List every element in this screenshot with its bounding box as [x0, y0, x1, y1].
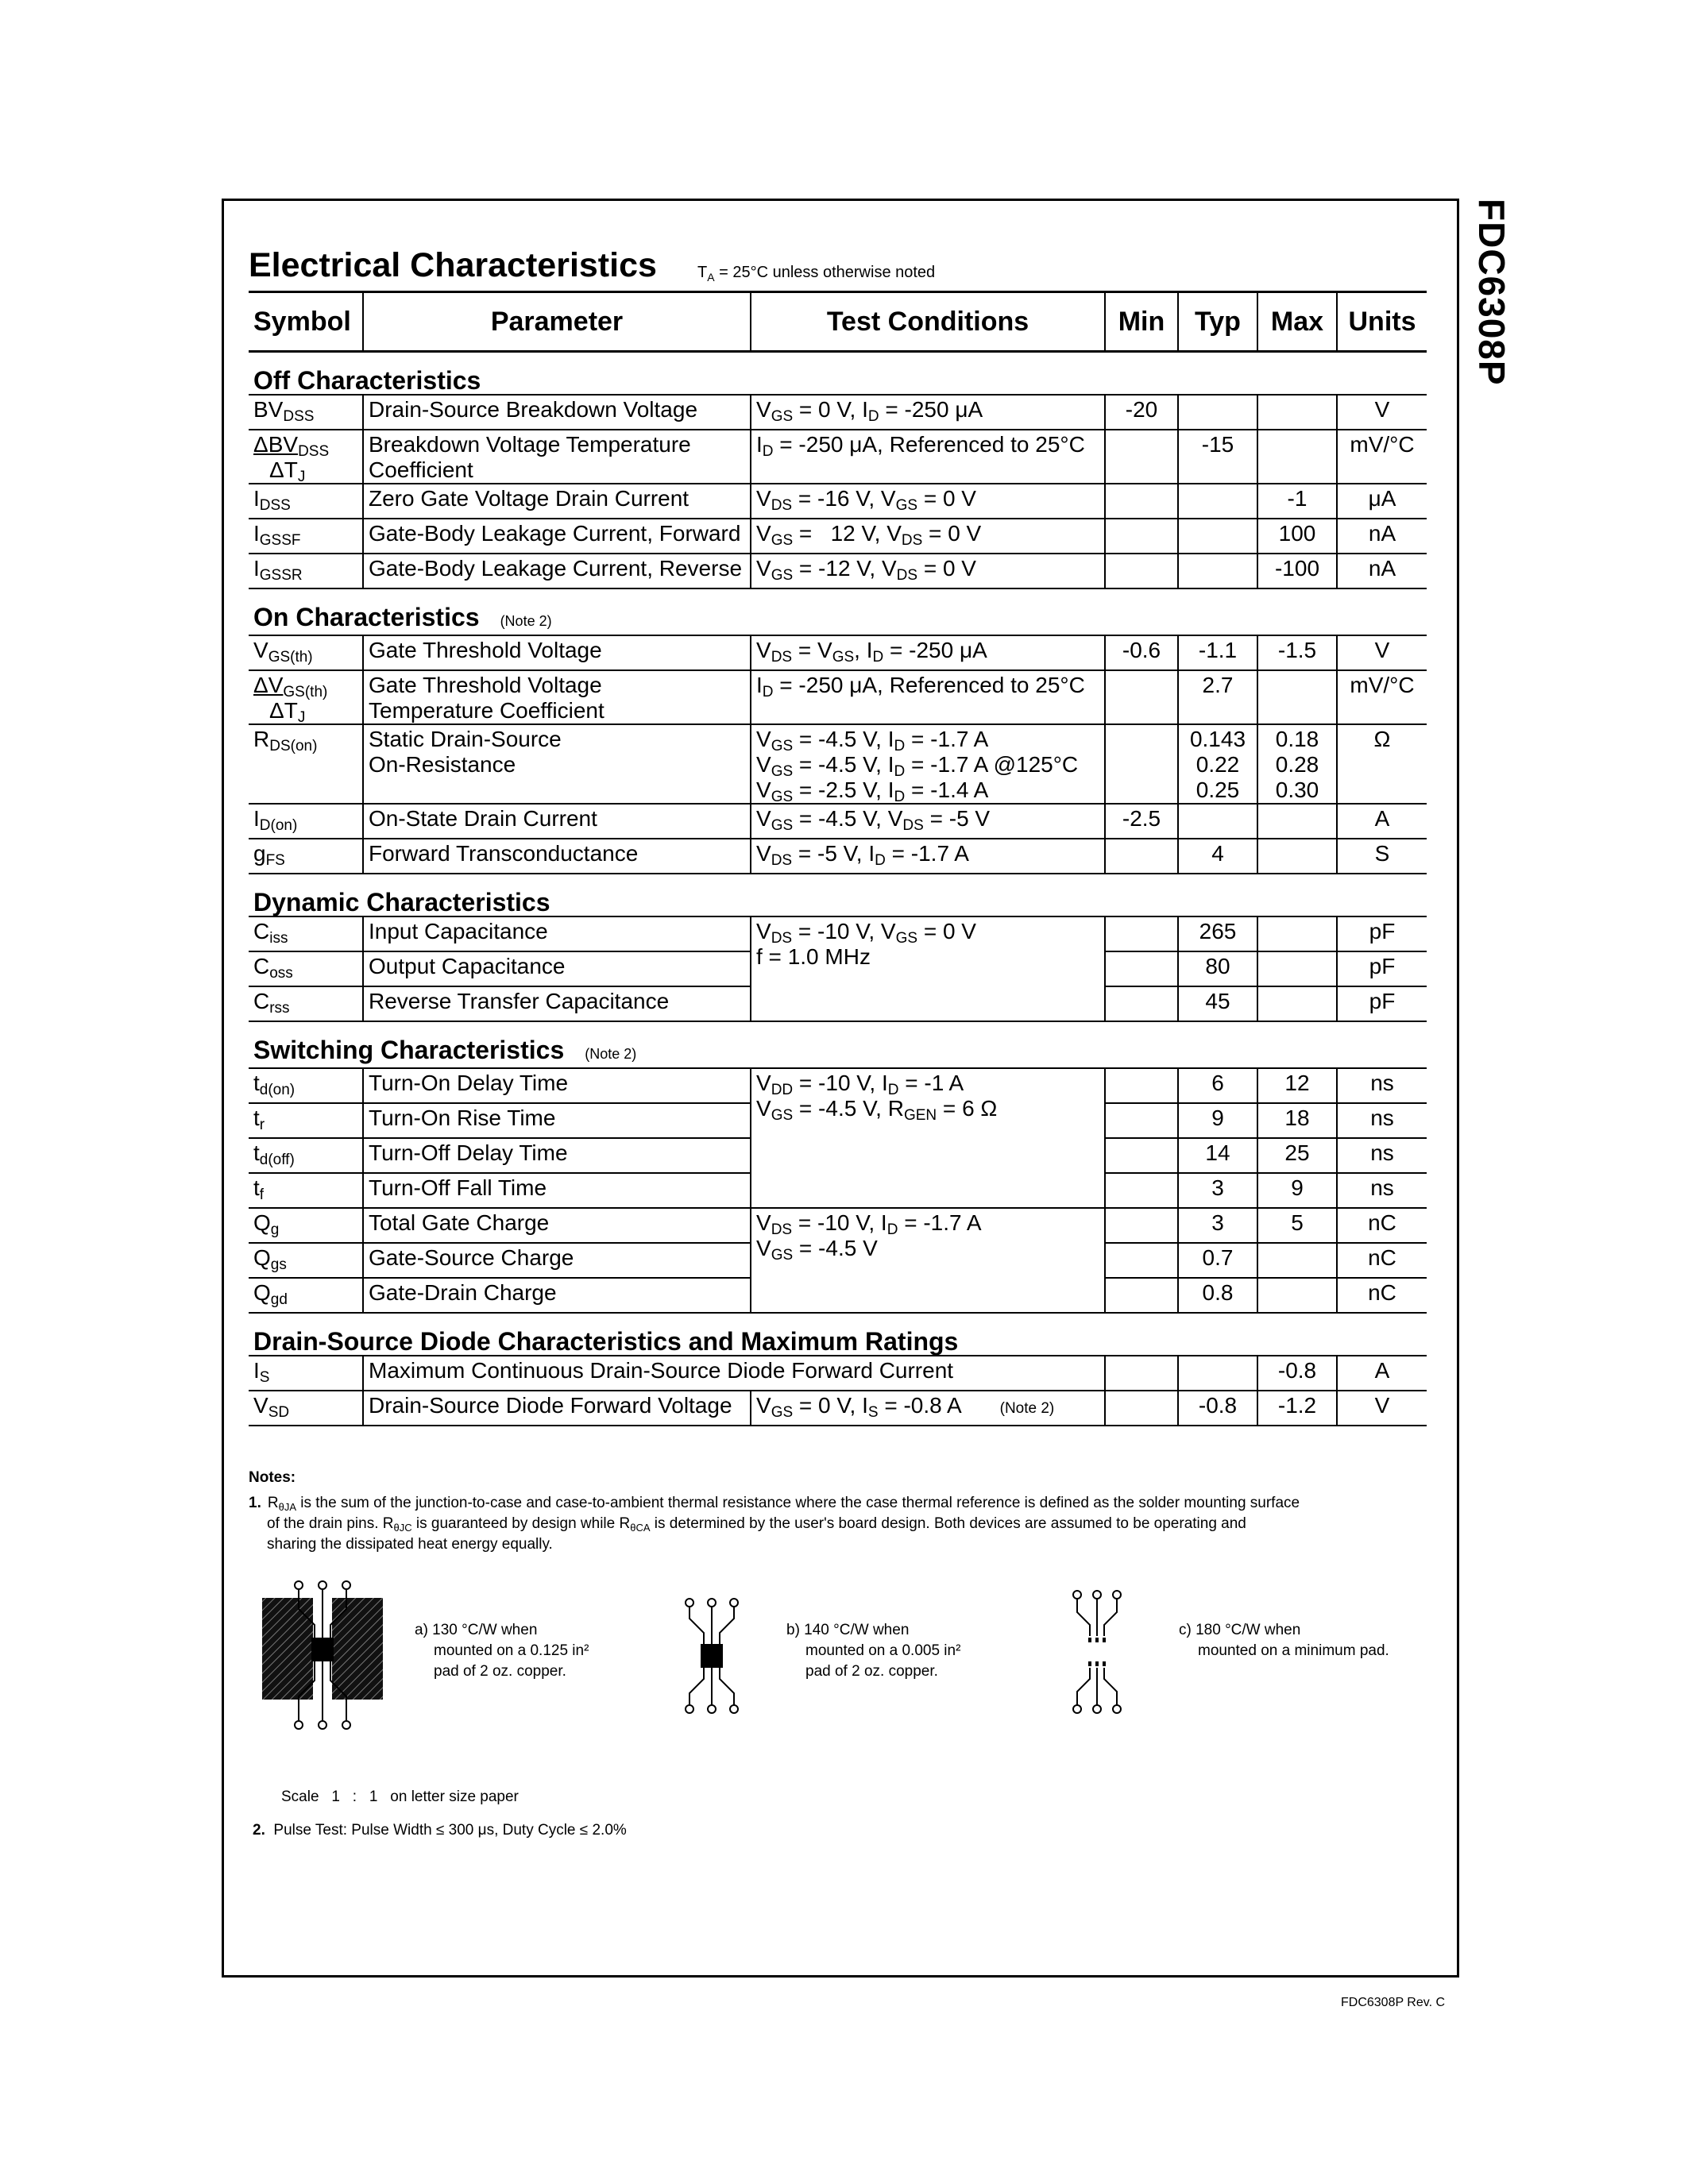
table-row: $t_{d(on)}$ Turn-On Delay Time $V_{DD} = -10$ V, $I_D = -1$ A $V_{GS} = -4.5$ V, $R_{GEN} = 6$ Ω 6 12 ns — [249, 1068, 1427, 1103]
table-row: $C_{rss}$ Reverse Transfer Capacitance 45 pF — [249, 986, 1427, 1021]
table-row: $V_{SD}$ Drain-Source Diode Forward Voltage $V_{GS} = 0$ V, $I_S = -0.8$ A (Note 2) -0.8 -1.2 V — [249, 1391, 1427, 1426]
figure-a-caption: a) 130 °C/W when mounted on a 0.125 in² pad of 2 oz. copper. — [415, 1622, 589, 1680]
table-row: $C_{iss}$ Input Capacitance $V_{DS} = -10$ V, $V_{GS} = 0$ V f = 1.0 MHz 265 pF — [249, 916, 1427, 951]
table-row: $V_{GS(th)}$ Gate Threshold Voltage $V_{DS} = V_{GS}$, $I_D = -250$ μA -0.6 -1.1 -1.5 V — [249, 635, 1427, 670]
section-title: Switching Characteristics — [253, 1036, 565, 1064]
note-2: 2. Pulse Test: Pulse Width ≤ 300 μs, Duty Cycle ≤ 2.0% — [253, 1822, 627, 1839]
table-row: $BV_{DSS}$ Drain-Source Breakdown Voltage $V_{GS} = 0$ V, $I_D = -250$ μA -20 V — [249, 395, 1427, 430]
table-row: $Q_g$ Total Gate Charge $V_{DS} = -10$ V, $I_D = -1.7$ A $V_{GS} = -4.5$ V 3 5 nC — [249, 1208, 1427, 1243]
notes-header: Notes: — [249, 1469, 296, 1486]
col-typ: Typ — [1178, 292, 1257, 352]
col-max: Max — [1257, 292, 1337, 352]
table-row: $R_{DS(on)}$ Static Drain-Source On-Resistance $V_{GS} = -4.5$ V, $I_D = -1.7$ A $V_{GS} = -4.5$ V, $I_D = -1.7$ A @125°C $V_{GS} = -2.5$ V, $I_D = -1.4$ A 0.143 0.22 0.25 0.18 0.28 0.30 Ω — [249, 724, 1427, 804]
section-switching — [249, 1021, 1427, 1068]
table-row: $Q_{gd}$ Gate-Drain Charge 0.8 nC — [249, 1278, 1427, 1313]
section-on — [249, 588, 1427, 635]
section-title: Dynamic Characteristics — [253, 888, 550, 916]
col-units: Units — [1337, 292, 1427, 352]
part-number-title: FDC6308P — [1471, 199, 1512, 386]
figure-c-caption: c) 180 °C/W when mounted on a minimum pad. — [1179, 1622, 1389, 1659]
section-title: Off Characteristics — [253, 366, 481, 395]
electrical-characteristics-table — [249, 291, 1427, 1426]
section-off — [249, 352, 1427, 396]
table-row: $\Delta BV_{DSS}$ $\Delta T_J$ Breakdown Voltage Temperature Coefficient $I_D = -250$ μA, Referenced to 25°C -15 mV/°C — [249, 430, 1427, 484]
section-diode — [249, 1313, 1427, 1356]
section-title: On Characteristics — [253, 603, 480, 631]
table-row: $I_{GSSF}$ Gate-Body Leakage Current, Forward $V_{GS} = 12$ V, $V_{DS} = 0$ V 100 nA — [249, 519, 1427, 554]
section-dynamic — [249, 874, 1427, 916]
note-1: 1. $R_{\theta JA}$ is the sum of the junction-to-case and case-to-ambient thermal resistance where the case thermal reference is defined as the solder mounting surface of the drain pins. $R_{\theta JC}$ is guaranteed by design while $R_{\theta CA}$ is determined by the user's board design. Both devices are assumed to be operating and sharing the dissipated heat energy equally. — [249, 1495, 1300, 1553]
ambient-condition: $T_A = 25^\circ C$ unless otherwise noted — [697, 264, 936, 284]
footprint-small-pad — [682, 1596, 742, 1715]
footprint-large-pad — [259, 1577, 386, 1736]
table-row: $t_{d(off)}$ Turn-Off Delay Time 14 25 ns — [249, 1138, 1427, 1173]
table-header-row — [249, 292, 1427, 352]
section-title: Drain-Source Diode Characteristics and Maximum Ratings — [253, 1327, 959, 1356]
table-row: $I_{DSS}$ Zero Gate Voltage Drain Current $V_{DS} = -16$ V, $V_{GS} = 0$ V -1 μA — [249, 484, 1427, 519]
table-row: $t_r$ Turn-On Rise Time 9 18 ns — [249, 1103, 1427, 1138]
section-header — [249, 246, 1424, 294]
notes-block — [249, 1468, 1377, 1555]
table-row: $Q_{gs}$ Gate-Source Charge 0.7 nC — [249, 1243, 1427, 1278]
footprint-minimum-pad — [1069, 1588, 1125, 1715]
table-row: $C_{oss}$ Output Capacitance 80 pF — [249, 951, 1427, 986]
figure-b-caption: b) 140 °C/W when mounted on a 0.005 in² pad of 2 oz. copper. — [786, 1622, 961, 1680]
table-row: $I_{D(on)}$ On-State Drain Current $V_{GS} = -4.5$ V, $V_{DS} = -5$ V -2.5 A — [249, 804, 1427, 839]
col-parameter: Parameter — [363, 292, 751, 352]
table-row: $t_f$ Turn-Off Fall Time 3 9 ns — [249, 1173, 1427, 1208]
col-symbol: Symbol — [249, 292, 363, 352]
table-row: $\Delta V_{GS(th)}$ $\Delta T_J$ Gate Threshold Voltage Temperature Coefficient $I_D = -250$ μA, Referenced to 25°C 2.7 mV/°C — [249, 670, 1427, 724]
col-test-conditions: Test Conditions — [751, 292, 1105, 352]
revision-footer: FDC6308P Rev. C — [1341, 1996, 1446, 2009]
section-note: (Note 2) — [500, 613, 552, 629]
table-row: $I_{GSSR}$ Gate-Body Leakage Current, Reverse $V_{GS} = -12$ V, $V_{DS} = 0$ V -100 nA — [249, 554, 1427, 588]
section-note: (Note 2) — [585, 1046, 637, 1062]
table-row: $g_{FS}$ Forward Transconductance $V_{DS} = -5$ V, $I_D = -1.7$ A 4 S — [249, 839, 1427, 874]
table-row: $I_S$ Maximum Continuous Drain-Source Diode Forward Current -0.8 A — [249, 1356, 1427, 1391]
col-min: Min — [1105, 292, 1178, 352]
page-title: Electrical Characteristics — [249, 246, 657, 284]
scale-note: Scale 1 : 1 on letter size paper — [281, 1788, 519, 1805]
